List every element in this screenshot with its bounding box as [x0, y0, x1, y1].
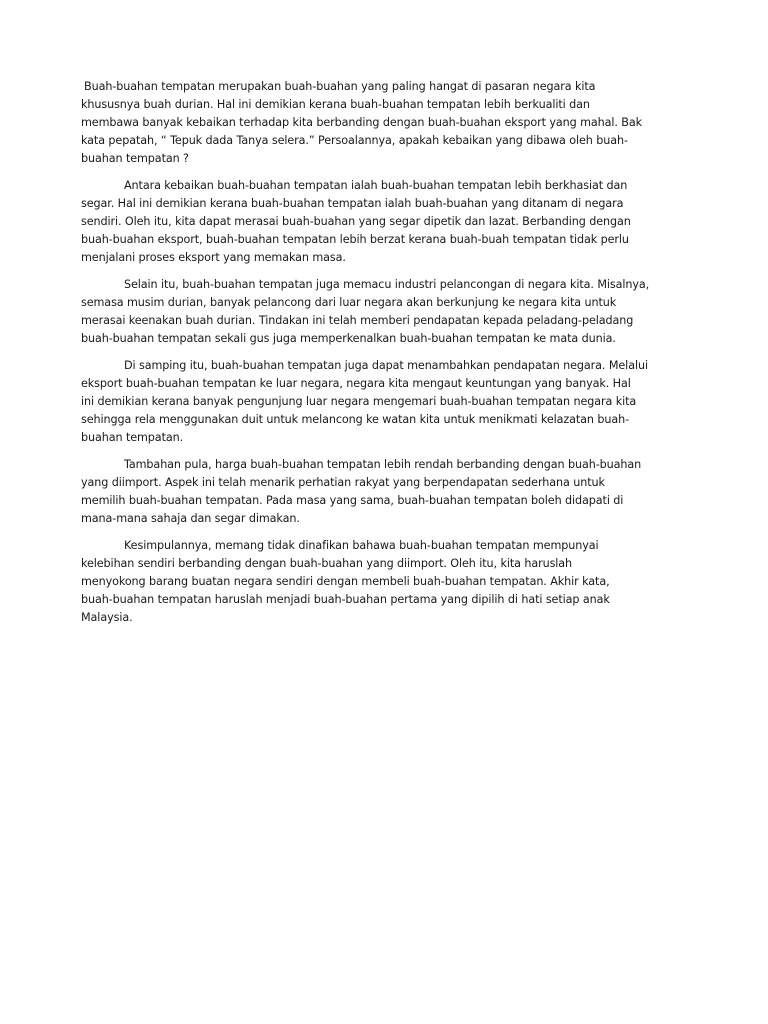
paragraph-line: segar. Hal ini demikian kerana buah-buahan tempatan ialah buah-buahan yang ditanam di negara	[81, 196, 624, 210]
paragraph-point-3	[81, 357, 676, 447]
paragraph-line: merasai keenakan buah durian. Tindakan ini telah memberi pendapatan kepada peladang-peladang	[81, 313, 634, 327]
paragraph-line: buah-buahan tempatan sekali gus juga memperkenalkan buah-buahan tempatan ke mata dunia.	[81, 331, 616, 345]
paragraph-line: Buah-buahan tempatan merupakan buah-buahan yang paling hangat di pasaran negara kita	[84, 80, 596, 93]
paragraph-introduction	[81, 78, 676, 168]
paragraph-line: kata pepatah, “ Tepuk dada Tanya selera.” Persoalannya, apakah kebaikan yang dibawa oleh buah-	[81, 133, 628, 147]
paragraph-line: Kesimpulannya, memang tidak dinafikan bahawa buah-buahan tempatan mempunyai	[124, 539, 599, 553]
paragraph-line: Antara kebaikan buah-buahan tempatan ialah buah-buahan tempatan lebih berkhasiat dan	[124, 179, 628, 193]
paragraph-line: Tambahan pula, harga buah-buahan tempatan lebih rendah berbanding dengan buah-buahan	[124, 458, 642, 472]
paragraph-line: sehingga rela menggunakan duit untuk melancong ke watan kita untuk menikmati kelazatan buah-	[81, 412, 630, 426]
paragraph-line: sendiri. Oleh itu, kita dapat merasai buah-buahan yang segar dipetik dan lazat. Berbanding dengan	[81, 214, 631, 228]
paragraph-line: mana-mana sahaja dan segar dimakan.	[81, 511, 300, 525]
paragraph-line: buahan tempatan.	[81, 430, 184, 444]
paragraph-line: kelebihan sendiri berbanding dengan buah-buahan yang diimport. Oleh itu, kita haruslah	[81, 557, 573, 571]
paragraph-line: menjalani proses eksport yang memakan masa.	[81, 250, 346, 264]
paragraph-line: semasa musim durian, banyak pelancong dari luar negara akan berkunjung ke negara kita untuk	[81, 295, 617, 309]
paragraph-line: Malaysia.	[81, 610, 133, 624]
paragraph-point-2	[81, 276, 676, 348]
paragraph-line: menyokong barang buatan negara sendiri dengan membeli buah-buahan tempatan. Akhir kata,	[81, 575, 610, 589]
paragraph-line: Selain itu, buah-buahan tempatan juga memacu industri pelancongan di negara kita. Misalnya,	[124, 278, 650, 292]
paragraph-line: yang diimport. Aspek ini telah menarik perhatian rakyat yang berpendapatan sederhana untuk	[81, 476, 605, 490]
paragraph-point-4	[81, 456, 676, 528]
paragraph-line: buahan tempatan ?	[81, 151, 189, 165]
paragraph-line: khususnya buah durian. Hal ini demikian kerana buah-buahan tempatan lebih berkualiti dan	[81, 97, 590, 111]
paragraph-line: membawa banyak kebaikan terhadap kita berbanding dengan buah-buahan eksport yang mahal. Bak	[81, 115, 643, 129]
paragraph-line: Di samping itu, buah-buahan tempatan juga dapat menambahkan pendapatan negara. Melalui	[124, 359, 648, 373]
paragraph-conclusion	[81, 537, 676, 627]
paragraph-line: ini demikian kerana banyak pengunjung luar negara mengemari buah-buahan tempatan negara kita	[81, 395, 637, 408]
essay-body	[81, 78, 676, 636]
paragraph-line: buah-buahan eksport, buah-buahan tempatan lebih berzat kerana buah-buah tempatan tidak perlu	[81, 232, 629, 246]
paragraph-line: memilih buah-buahan tempatan. Pada masa yang sama, buah-buahan tempatan boleh didapati di	[81, 494, 624, 508]
paragraph-line: buah-buahan tempatan haruslah menjadi buah-buahan pertama yang dipilih di hati setiap anak	[81, 593, 610, 607]
paragraph-line: eksport buah-buahan tempatan ke luar negara, negara kita mengaut keuntungan yang banyak. Hal	[81, 377, 631, 391]
paragraph-point-1	[81, 177, 676, 267]
